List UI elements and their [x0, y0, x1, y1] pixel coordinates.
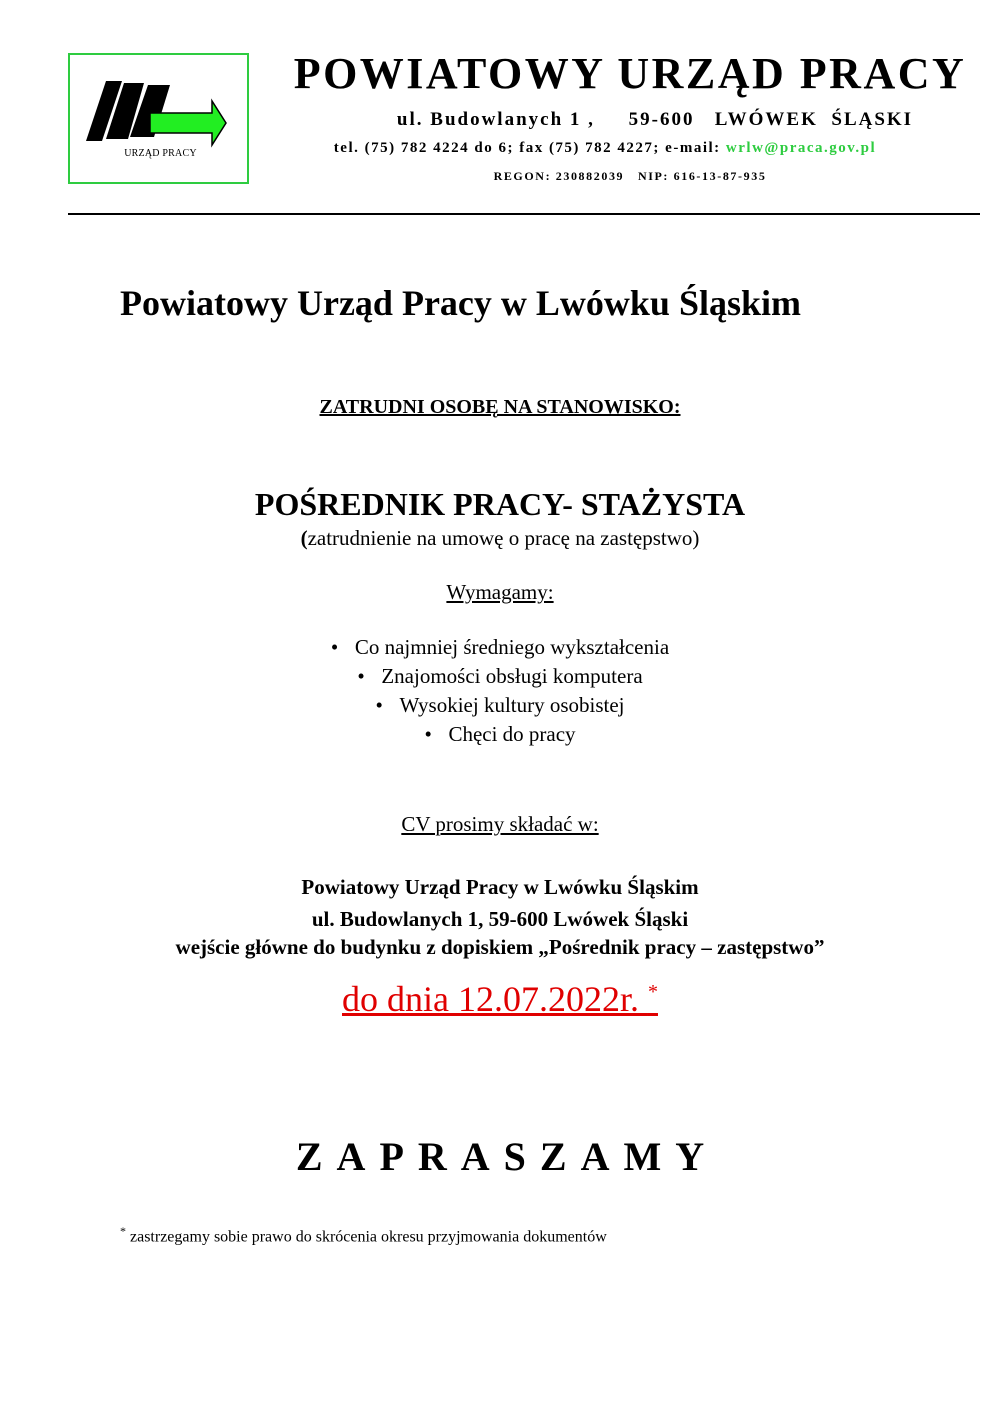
position-title: POŚREDNIK PRACY- STAŻYSTA — [254, 486, 746, 522]
deadline-text: do dnia 12.07.2022r. — [342, 979, 648, 1019]
office-heading: Powiatowy Urząd Pracy w Lwówku Śląskim — [120, 283, 801, 323]
footnote-text: zastrzegamy sobie prawo do skrócenia okresu przyjmowania dokumentów — [126, 1228, 607, 1246]
requirements-heading: Wymagamy: — [446, 580, 554, 604]
urzad-pracy-logo-icon — [70, 55, 251, 186]
requirement-text: Chęci do pracy — [448, 722, 576, 746]
bullet-icon: • — [375, 693, 383, 717]
logo-caption: URZĄD PRACY — [124, 148, 197, 159]
position-note-text: zatrudnienie na umowę o pracę na zastępstwo) — [307, 526, 700, 550]
requirement-text: Wysokiej kultury osobistej — [399, 693, 625, 717]
contact-details: tel. (75) 782 4224 do 6; fax (75) 782 4227; e-mail: — [333, 140, 726, 156]
header-divider — [68, 213, 980, 215]
bullet-icon: • — [424, 722, 432, 746]
footnote — [120, 1224, 607, 1246]
list-item — [0, 720, 1000, 749]
logo — [68, 53, 249, 184]
deadline-footnote-mark: * — [647, 981, 658, 1003]
submission-address: ul. Budowlanych 1, 59-600 Lwówek Śląski — [311, 907, 689, 931]
hire-announcement: ZATRUDNI OSOBĘ NA STANOWISKO: — [319, 396, 681, 418]
regon-nip-line: REGON: 230882039 NIP: 616-13-87-935 — [493, 169, 767, 183]
bullet-icon: • — [357, 664, 365, 688]
deadline — [0, 978, 1000, 1020]
requirements-list — [0, 633, 1000, 749]
position-note — [0, 526, 1000, 551]
requirement-text: Znajomości obsługi komputera — [381, 664, 643, 688]
organization-title: POWIATOWY URZĄD PRACY — [293, 49, 967, 98]
footnote-mark: * — [120, 1224, 126, 1238]
organization-address: ul. Budowlanych 1 , 59-600 LWÓWEK ŚLĄSKI — [396, 109, 914, 130]
submission-office-name: Powiatowy Urząd Pracy w Lwówku Śląskim — [301, 875, 699, 899]
invitation-heading: ZAPRASZAMY — [295, 1134, 719, 1179]
bullet-icon: • — [330, 635, 339, 659]
position-note-paren: ( — [300, 526, 308, 550]
list-item — [0, 633, 1000, 662]
requirement-text: Co najmniej średniego wykształcenia — [354, 635, 670, 659]
contact-line — [260, 140, 950, 157]
email-link[interactable]: wrlw@praca.gov.pl — [725, 140, 877, 156]
cv-heading: CV prosimy składać w: — [401, 812, 599, 836]
list-item — [0, 691, 1000, 720]
submission-entrance-note: wejście główne do budynku z dopiskiem „Pośrednik pracy – zastępstwo” — [175, 935, 825, 959]
list-item — [0, 662, 1000, 691]
